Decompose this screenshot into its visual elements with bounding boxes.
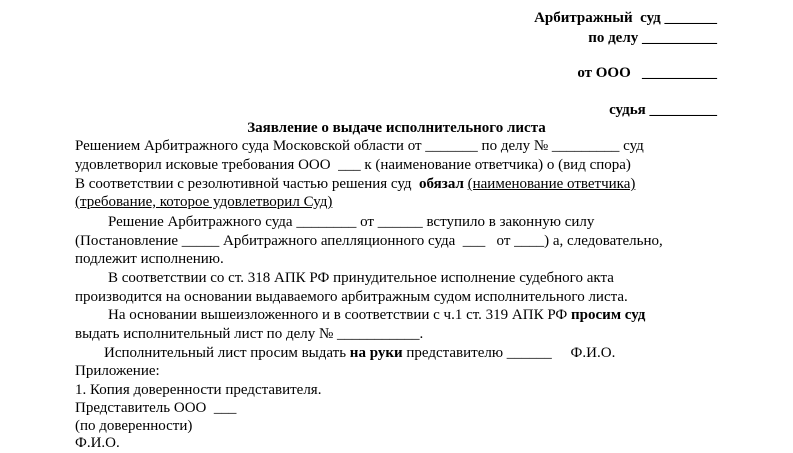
p6-rest: представителю ______ Ф.И.О. xyxy=(402,345,616,361)
paragraph-2-line-2: (требование, которое удовлетворил Суд) xyxy=(75,194,333,210)
paragraph-3-line-1: Решение Арбитражного суда ________ от ______ вступило в законную силу xyxy=(108,214,595,230)
paragraph-2-line-1 xyxy=(75,176,635,193)
attachment-item-1: 1. Копия доверенности представителя. xyxy=(75,382,322,398)
paragraph-4-line-1: В соответствии со ст. 318 АПК РФ принудительное исполнение судебного акта xyxy=(108,270,614,286)
p2-bold-obliged: обязал xyxy=(419,176,464,192)
paragraph-1-line-1: Решением Арбитражного суда Московской области от _______ по делу № _________ суд xyxy=(75,138,644,154)
p6-bold-in-hand: на руки xyxy=(349,345,403,361)
p5-text: На основании вышеизложенного и в соответствии с ч.1 ст. 319 АПК РФ xyxy=(108,307,572,323)
paragraph-5-line-1 xyxy=(108,307,645,324)
attachments-label: Приложение: xyxy=(75,363,160,379)
p6-text: Исполнительный лист просим выдать xyxy=(104,345,350,361)
paragraph-3-line-3: подлежит исполнению. xyxy=(75,251,224,267)
header-from: от ООО __________ xyxy=(577,65,717,81)
p2-text: В соответствии с резолютивной частью решения суд xyxy=(75,176,420,192)
p2-defendant-name: (наименование ответчика) xyxy=(467,176,636,192)
header-judge: судья _________ xyxy=(609,102,717,118)
representative-line: Представитель ООО ___ xyxy=(75,400,237,416)
paragraph-5-line-2: выдать исполнительный лист по делу № ___________. xyxy=(75,326,424,342)
by-power-of-attorney: (по доверенности) xyxy=(75,418,193,434)
paragraph-3-line-2: (Постановление _____ Арбитражного апелляционного суда ___ от ____) а, следовательно, xyxy=(75,233,663,249)
paragraph-6 xyxy=(104,345,615,362)
header-court: Арбитражный суд _______ xyxy=(534,10,717,26)
signature-fio: Ф.И.О. xyxy=(75,435,120,451)
paragraph-1-line-2: удовлетворил исковые требования ООО ___ к (наименование ответчика) о (вид спора) xyxy=(75,157,631,173)
p5-bold-request: просим суд xyxy=(571,307,646,323)
header-case: по делу __________ xyxy=(588,30,717,46)
paragraph-4-line-2: производится на основании выдаваемого арбитражным судом исполнительного листа. xyxy=(75,289,628,305)
document-title: Заявление о выдаче исполнительного листа xyxy=(247,120,546,136)
